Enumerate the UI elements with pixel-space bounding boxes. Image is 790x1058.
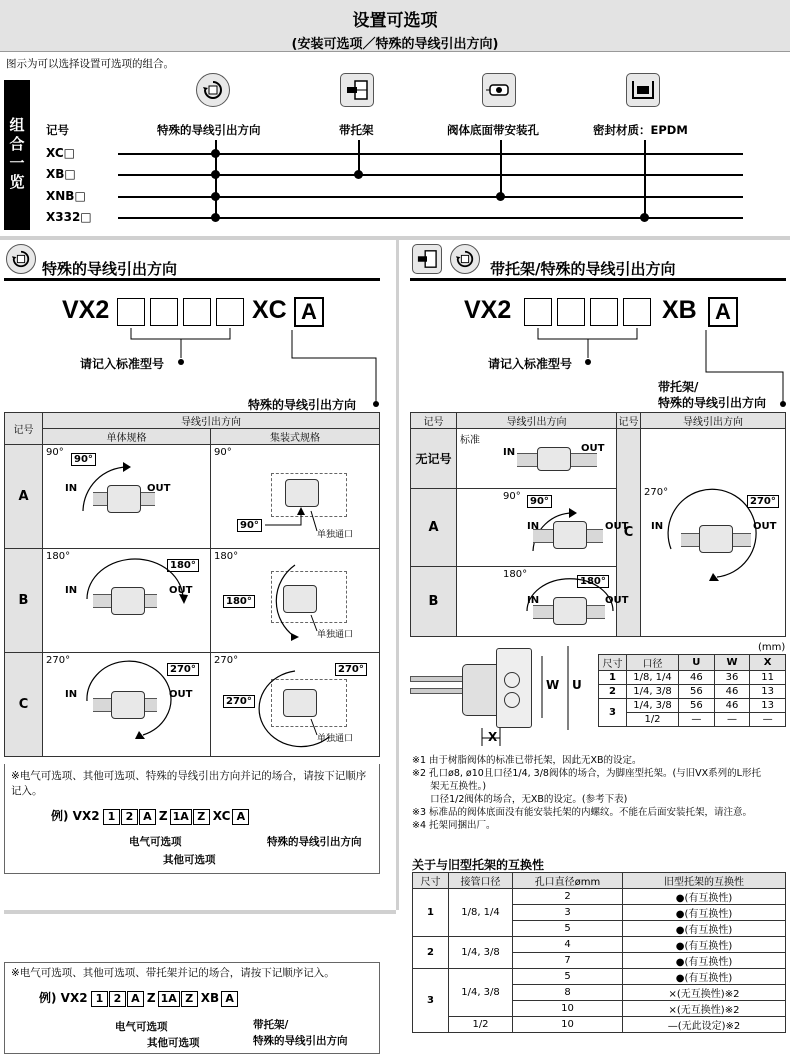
th-direction: 导线引出方向 (641, 413, 786, 429)
port-label: 单独通口 (317, 734, 354, 744)
out-label: OUT (605, 521, 629, 532)
in-label: IN (65, 483, 78, 494)
out-label: OUT (605, 595, 629, 606)
diagram-c (641, 429, 786, 637)
column-divider (396, 240, 399, 910)
th-size: 尺寸 (413, 873, 449, 889)
page-title: 设置可选项 (352, 11, 438, 31)
th-code: 记号 (411, 413, 457, 429)
example-opt-label: 特殊的导线引出方向 (267, 836, 362, 848)
page-header (0, 0, 790, 52)
table-row: 10 ×(无互换性)※2 (413, 1001, 786, 1017)
footnote: ※1 由于树脂阀体的标准已带托架，因此无XB的设定。 (412, 755, 642, 766)
table-row: 2 1/4, 3/8 4 ●(有互换性) (413, 937, 786, 953)
deg-label: 标准 (460, 435, 480, 446)
example-letter: XB (200, 991, 220, 1005)
bracket-icon (412, 244, 442, 274)
right-std-label: 请记入标准型号 (488, 357, 573, 371)
row-code-std: 无记号 (411, 429, 457, 489)
example-box: A (221, 991, 238, 1007)
deg-box: 90° (237, 519, 262, 532)
example-letter: Z (158, 809, 168, 823)
diagram-single-a (43, 445, 211, 549)
divider (0, 236, 790, 240)
deg-box: 90° (527, 495, 552, 508)
right-model-suffix: XB (662, 296, 697, 324)
combo-col-lead: 特殊的导线引出方向 (157, 123, 261, 137)
deg-label: 270° (214, 655, 239, 666)
out-label: OUT (147, 483, 171, 494)
deg-box: 180° (577, 575, 609, 588)
in-label: IN (527, 595, 540, 606)
example-prefix: 例) VX2 (39, 991, 88, 1005)
in-label: IN (65, 585, 78, 596)
right-opt-label-1: 带托架/ (658, 380, 699, 394)
deg-label: 90° (46, 447, 64, 458)
diagram-a (457, 489, 629, 567)
deg-box: 270° (747, 495, 779, 508)
deg-box: 90° (71, 453, 96, 466)
combo-dot (211, 192, 220, 201)
right-options-table (410, 412, 786, 637)
row-code-b: B (411, 567, 457, 637)
diagram-single-c (43, 653, 211, 757)
deg-box: 270° (167, 663, 199, 676)
diagram-single-b (43, 549, 211, 653)
out-label: OUT (169, 689, 193, 700)
left-model-suffix: XC (252, 296, 287, 324)
example-letter: Z (146, 991, 156, 1005)
in-label: IN (651, 521, 664, 532)
footnote: 架无互换性。) (412, 781, 487, 792)
combo-vline (500, 140, 502, 197)
combo-col-bracket: 带托架 (339, 123, 374, 137)
th-code: 记号 (5, 413, 43, 445)
deg-label: 270° (46, 655, 71, 666)
footnote: ※3 标准品的阀体底面没有能安装托架的内螺纹。不能在后面安装托架，请注意。 (412, 807, 753, 818)
example-elec-label: 电气可选项 (115, 1021, 168, 1033)
model-blank-box (557, 298, 585, 326)
lead-direction-icon (6, 244, 36, 274)
example-elec-label: 电气可选项 (129, 836, 182, 848)
example-box: 1A (158, 991, 180, 1007)
example-box: 2 (121, 809, 138, 825)
th-code: 记号 (617, 413, 641, 429)
combo-row-x332: X332□ (46, 210, 92, 224)
port-label: 单独通口 (317, 530, 354, 540)
example-box: 2 (109, 991, 126, 1007)
example-box: 1A (170, 809, 192, 825)
diagram-std (457, 429, 617, 489)
right-order-note (4, 962, 380, 1054)
combo-dot (211, 170, 220, 179)
th-pipe: 接管口径 (449, 873, 513, 889)
compat-table (412, 872, 786, 1033)
table-row: 3 1/4, 3/8 56 46 13 (599, 699, 786, 713)
out-label: OUT (753, 521, 777, 532)
left-section-title: 特殊的导线引出方向 (42, 260, 178, 278)
model-blank-box (623, 298, 651, 326)
combo-code-header: 记号 (46, 123, 69, 137)
th-direction: 导线引出方向 (457, 413, 617, 429)
left-order-note (4, 764, 380, 874)
example-box: Z (193, 809, 210, 825)
footnote: ※2 孔口ø8, ø10且口径1/4, 3/8阀体的场合，为脚座型托架。(与旧VX系列的L形托 (412, 768, 761, 779)
deg-label: 270° (644, 487, 669, 498)
diagram-manifold-b (211, 549, 380, 653)
deg-box: 180° (167, 559, 199, 572)
out-label: OUT (169, 585, 193, 596)
mounting-hole-icon (482, 73, 516, 107)
example-other-label: 其他可选项 (163, 854, 216, 866)
example-box: 1 (103, 809, 120, 825)
model-blank-box (150, 298, 178, 326)
th-w: W (714, 655, 750, 671)
th-u: U (679, 655, 715, 671)
in-label: IN (503, 447, 516, 458)
left-model-prefix: VX2 (62, 296, 110, 324)
th-direction: 导线引出方向 (43, 413, 380, 429)
combo-dot (354, 170, 363, 179)
lead-direction-icon (450, 244, 480, 274)
footnotes (412, 754, 788, 832)
bracket-drawing (410, 642, 590, 746)
th-single: 单体规格 (43, 429, 211, 445)
model-blank-box (590, 298, 618, 326)
deg-label: 180° (46, 551, 71, 562)
example-box: 1 (91, 991, 108, 1007)
row-code-c: C (5, 653, 43, 757)
deg-box: 270° (335, 663, 367, 676)
section-rule (4, 278, 380, 281)
diagram-manifold-a (211, 445, 380, 549)
example-other-label: 其他可选项 (147, 1037, 200, 1049)
example-box: A (232, 809, 249, 825)
lead-direction-icon (196, 73, 230, 107)
dims-table (598, 654, 786, 727)
example-box: A (127, 991, 144, 1007)
combo-vline (644, 140, 646, 218)
combo-dot (640, 213, 649, 222)
dim-u-label: U (572, 678, 582, 692)
combo-col-hole: 阀体底面带安装孔 (447, 123, 539, 137)
footnote: 口径1/2阀体的场合，无XB的设定。(参考下表) (412, 794, 628, 805)
seal-material-icon (626, 73, 660, 107)
th-size: 尺寸 (599, 655, 627, 671)
intro-text: 图示为可以选择设置可选项的组合。 (6, 58, 174, 70)
left-options-table (4, 412, 380, 757)
table-row: 7 ●(有互换性) (413, 953, 786, 969)
th-manifold: 集装式规格 (211, 429, 380, 445)
page-subtitle: (安装可选项／特殊的导线引出方向) (291, 37, 499, 52)
note-text: ※电气可选项、其他可选项、带托架并记的场合，请按下记顺序记入。 (11, 967, 335, 979)
dim-x-label: X (488, 730, 498, 744)
example-box: Z (181, 991, 198, 1007)
deg-box: 180° (223, 595, 255, 608)
diagram-manifold-c (211, 653, 380, 757)
port-label: 单独通口 (317, 630, 354, 640)
deg-label: 180° (503, 569, 528, 580)
model-blank-box (524, 298, 552, 326)
table-row: 2 1/4, 3/8 56 46 13 (599, 685, 786, 699)
table-row: 5 ●(有互换性) (413, 921, 786, 937)
th-x: X (750, 655, 786, 671)
model-blank-box (183, 298, 211, 326)
combo-row-xnb: XNB□ (46, 189, 86, 203)
left-opt-label: 特殊的导线引出方向 (248, 398, 357, 412)
right-model-prefix: VX2 (464, 296, 512, 324)
deg-box: 270° (223, 695, 255, 708)
bracket-icon (340, 73, 374, 107)
example-letter: XC (212, 809, 231, 823)
left-std-label: 请记入标准型号 (80, 357, 165, 371)
in-label: IN (527, 521, 540, 532)
model-blank-box (117, 298, 145, 326)
model-blank-box (216, 298, 244, 326)
combo-row-xb: XB□ (46, 167, 76, 181)
example-opt-label: 特殊的导线引出方向 (253, 1035, 348, 1047)
combo-dot (496, 192, 505, 201)
combo-row-xc: XC□ (46, 146, 75, 160)
footnote: ※4 托架同捆出厂。 (412, 820, 496, 831)
table-row: 1/2 10 —(无此设定)※2 (413, 1017, 786, 1033)
table-row: 1 1/8, 1/4 2 ●(有互换性) (413, 889, 786, 905)
divider (4, 910, 396, 914)
combo-dot (211, 213, 220, 222)
right-section-title: 带托架/特殊的导线引出方向 (490, 260, 676, 278)
in-label: IN (65, 689, 78, 700)
table-row: 8 ×(无互换性)※2 (413, 985, 786, 1001)
dims-unit: (mm) (758, 642, 786, 653)
table-row: 3 1/4, 3/8 5 ●(有互换性) (413, 969, 786, 985)
table-row: 3 ●(有互换性) (413, 905, 786, 921)
example-box: A (139, 809, 156, 825)
sidebar-label: 组合一览 (4, 80, 30, 230)
deg-label: 180° (214, 551, 239, 562)
row-code-a: A (411, 489, 457, 567)
combo-dot (211, 149, 220, 158)
table-row: 1 1/8, 1/4 46 36 11 (599, 671, 786, 685)
row-code-a: A (5, 445, 43, 549)
th-port: 口径 (627, 655, 679, 671)
left-model-box: A (294, 297, 324, 327)
th-compat: 旧型托架的互换性 (623, 873, 786, 889)
section-rule (410, 278, 786, 281)
deg-label: 90° (503, 491, 521, 502)
th-orifice: 孔口直径ømm (513, 873, 623, 889)
table-row: 1/2 — — — (599, 713, 786, 727)
row-code-c: C (617, 429, 641, 637)
example-opt-label: 带托架/ (253, 1019, 289, 1031)
right-opt-label-2: 特殊的导线引出方向 (658, 396, 767, 410)
note-text: ※电气可选项、其他可选项、特殊的导线引出方向并记的场合，请按下记顺序记入。 (11, 770, 367, 797)
compat-title: 关于与旧型托架的互换性 (412, 858, 545, 872)
diagram-b (457, 567, 629, 637)
row-code-b: B (5, 549, 43, 653)
deg-label: 90° (214, 447, 232, 458)
right-model-box: A (708, 297, 738, 327)
out-label: OUT (581, 443, 605, 454)
dim-w-label: W (546, 678, 560, 692)
combo-col-seal: 密封材质：EPDM (593, 123, 688, 137)
example-prefix: 例) VX2 (51, 809, 100, 823)
